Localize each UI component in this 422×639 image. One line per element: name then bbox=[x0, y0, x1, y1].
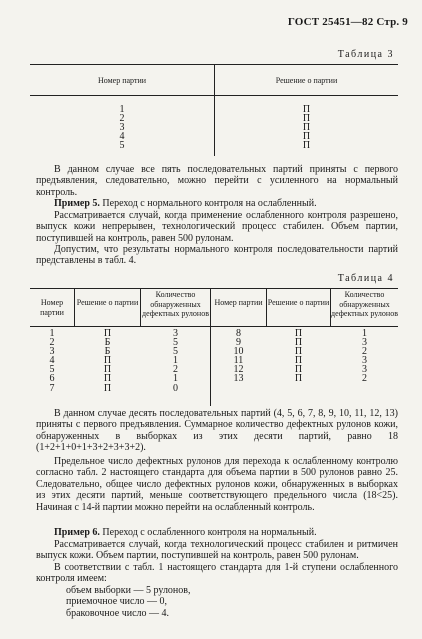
table-cell: 2 bbox=[362, 373, 367, 385]
table-cell: 10 bbox=[233, 346, 244, 358]
table-cell: П bbox=[103, 364, 112, 376]
table-cell: 1 bbox=[362, 328, 367, 339]
table-cell: 3 bbox=[362, 355, 367, 367]
table-cell: Б bbox=[104, 346, 111, 358]
paragraph-table3-summary: В данном случае все пять последовательных партий приняты с первого предъявления, следовательно, можно перейти с усиленного на нормальный контроль. bbox=[36, 164, 398, 198]
list-item: браковочное число — 4. bbox=[66, 607, 170, 619]
table-cell: П bbox=[302, 104, 311, 115]
table4-header-decision-left: Решение о партии bbox=[76, 298, 139, 307]
table-cell: 7 bbox=[49, 382, 55, 394]
table-cell: П bbox=[103, 373, 112, 385]
table-cell: П bbox=[302, 140, 311, 152]
example6-title: Переход с ослабленного контроля на нормальный. bbox=[102, 527, 317, 538]
list-item: приемочное число — 0, bbox=[66, 596, 167, 608]
table4-header-number-right: Номер партии bbox=[214, 298, 263, 307]
table-cell: П bbox=[294, 373, 303, 385]
table-cell: П bbox=[103, 328, 112, 339]
table-cell: 11 bbox=[233, 355, 244, 367]
table3-number-column bbox=[30, 105, 214, 150]
table-cell: 0 bbox=[173, 382, 178, 394]
table-cell: 9 bbox=[236, 337, 241, 349]
table4-caption: Таблица 4 bbox=[337, 273, 394, 284]
table4-right-defects-column bbox=[331, 329, 398, 384]
example5-title: Переход с нормального контроля на ослабленный. bbox=[102, 198, 317, 209]
table-cell: 4 bbox=[49, 355, 55, 367]
table-cell: 1 bbox=[119, 104, 125, 115]
table-cell: П bbox=[294, 346, 303, 358]
example6-paragraph-2: В соответствии с табл. 1 настоящего стандарта для 1-й ступени ослабленного контроля имеем: bbox=[36, 562, 398, 585]
table3-caption: Таблица 3 bbox=[337, 49, 394, 60]
paragraph-threshold: Предельное число дефектных рулонов для перехода к ослабленному контролю согласно табл. 2 настоящего стандарта для объема партии в 500 рулонов равно 25. Следовательно, общее число дефектных рулонов кожи, обнаруженных в выборках из этих десяти партий, меньше соответствующего предельного числа (18<25). Начиная с 14-й партии можно перейти на ослабленный контроль. bbox=[36, 456, 398, 513]
example5-heading bbox=[36, 198, 398, 209]
paragraph-table4-summary: В данном случае десять последовательных партий (4, 5, 6, 7, 8, 9, 10, 11, 12, 13) приняты с первого предъявления. Суммарное количество дефектных рулонов кожи, обнаруженных в выборках из этих десяти партий, равно 18 (1+2+1+0+1+3+2+3+3+2). bbox=[36, 408, 398, 454]
table-cell: Б bbox=[104, 337, 111, 349]
table4-header-number-left: Номер партии bbox=[40, 298, 64, 317]
table-cell: П bbox=[302, 131, 311, 143]
page-header: ГОСТ 25451—82 Стр. 9 bbox=[287, 16, 408, 28]
table-cell: 3 bbox=[173, 328, 178, 339]
table-cell: 5 bbox=[173, 346, 178, 358]
table3-header-decision: Решение о партии bbox=[275, 76, 338, 85]
table4-left-decision-column bbox=[75, 329, 140, 393]
table4-left-defects-column bbox=[141, 329, 210, 393]
table-cell: П bbox=[294, 328, 303, 339]
list-item: объем выборки — 5 рулонов, bbox=[66, 585, 191, 596]
table-cell: П bbox=[103, 382, 112, 394]
table-cell: 3 bbox=[49, 346, 55, 358]
table-cell: 2 bbox=[119, 113, 125, 125]
example6-heading bbox=[36, 527, 398, 538]
table-cell: П bbox=[302, 122, 311, 134]
table-cell: 3 bbox=[362, 337, 367, 349]
table4-right-number-column bbox=[211, 329, 266, 384]
table-cell: П bbox=[294, 355, 303, 367]
example5-paragraph-2: Допустим, что результаты нормального контроля последовательности партий представлены в табл. 4. bbox=[36, 244, 398, 267]
table4-header-defects-left: Количество обнаруженных дефектных рулонов bbox=[142, 290, 209, 318]
table-cell: П bbox=[294, 337, 303, 349]
example6-label: Пример 6. bbox=[54, 527, 100, 538]
table-cell: 1 bbox=[49, 328, 55, 339]
table3-decision-column bbox=[215, 105, 398, 150]
table-cell: 13 bbox=[233, 373, 244, 385]
sampling-parameters-list bbox=[66, 585, 191, 619]
table-cell: 5 bbox=[173, 337, 178, 349]
table-cell: 6 bbox=[49, 373, 55, 385]
table-cell: П bbox=[302, 113, 311, 125]
table-cell: П bbox=[103, 355, 112, 367]
table-cell: П bbox=[294, 364, 303, 376]
table4-left-number-column bbox=[30, 329, 74, 393]
table-cell: 3 bbox=[362, 364, 367, 376]
example6-paragraph-1: Рассматривается случай, когда технологический процесс стабилен и ритмичен выпуск кожи. Объем партии, поступившей на контроль, равен 500 рулонам. bbox=[36, 539, 398, 562]
table4-right-decision-column bbox=[267, 329, 330, 384]
table-cell: 2 bbox=[362, 346, 367, 358]
table3-header-number: Номер партии bbox=[97, 76, 147, 85]
table-cell: 1 bbox=[173, 373, 178, 385]
example5-label: Пример 5. bbox=[54, 198, 100, 209]
table-cell: 8 bbox=[236, 328, 241, 339]
example5-paragraph-1: Рассматривается случай, когда применение ослабленного контроля разрешено, выпуск кожи непрерывен, технологический процесс стабилен. Объем партии, поступившей на контроль, равен 500 рулонам. bbox=[36, 210, 398, 244]
table-cell: 5 bbox=[49, 364, 55, 376]
table-cell: 1 bbox=[173, 355, 178, 367]
table-cell: 4 bbox=[119, 131, 125, 143]
table4-header-decision-right: Решение о партии bbox=[267, 298, 330, 307]
table-cell: 2 bbox=[173, 364, 178, 376]
table-cell: 3 bbox=[119, 122, 125, 134]
table-cell: 12 bbox=[233, 364, 244, 376]
table-cell: 5 bbox=[119, 140, 125, 152]
table4-header-defects-right: Количество обнаруженных дефектных рулонов bbox=[331, 290, 398, 318]
table-cell: 2 bbox=[49, 337, 55, 349]
